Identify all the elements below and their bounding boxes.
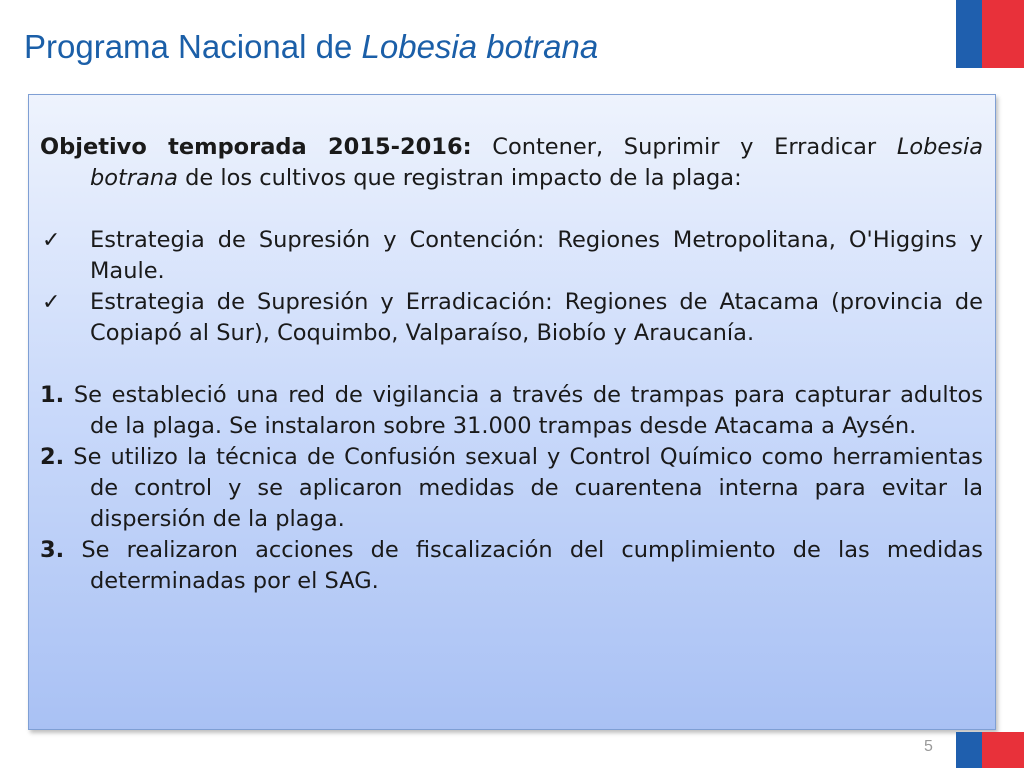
strategy-item bbox=[40, 225, 983, 287]
content-panel bbox=[28, 94, 996, 730]
objective-species: Lobesia botrana bbox=[90, 134, 984, 191]
item-text: Se estableció una red de vigilancia a través de trampas para capturar adultos de la plaga. Se instalaron sobre 31.000 trampas desde Atacama a Aysén. bbox=[64, 382, 983, 439]
flag-stripe-blue bbox=[956, 0, 982, 68]
strategy-text: Estrategia de Supresión y Erradicación: Regiones de Atacama (provincia de Copiapó al Sur), Coquimbo, Valparaíso, Biobío y Araucanía. bbox=[90, 289, 983, 346]
strategy-item bbox=[40, 287, 983, 349]
objective-paragraph bbox=[40, 132, 983, 194]
item-number: 2. bbox=[40, 444, 65, 470]
item-text: Se realizaron acciones de fiscalización del cumplimiento de las medidas determinadas por el SAG. bbox=[64, 537, 983, 594]
numbered-item bbox=[40, 380, 983, 442]
numbered-item bbox=[40, 442, 983, 535]
objective-text-1: Contener, Suprimir y Erradicar bbox=[471, 134, 897, 160]
flag-stripe-red bbox=[982, 0, 1024, 68]
objective-text-2: de los cultivos que registran impacto de la plaga: bbox=[177, 165, 742, 191]
flag-stripe-red-bottom bbox=[982, 732, 1024, 768]
title-prefix: Programa Nacional de bbox=[24, 28, 362, 65]
page-number: 5 bbox=[924, 738, 933, 755]
flag-stripe-blue-bottom bbox=[956, 732, 982, 768]
numbered-item bbox=[40, 535, 983, 597]
checkmark-icon: ✓ bbox=[42, 228, 61, 253]
item-text: Se utilizo la técnica de Confusión sexual y Control Químico como herramientas de control y se aplicaron medidas de cuarentena interna para evitar la dispersión de la plaga. bbox=[64, 444, 983, 532]
strategy-text: Estrategia de Supresión y Contención: Regiones Metropolitana, O'Higgins y Maule. bbox=[90, 227, 983, 284]
item-number: 3. bbox=[40, 537, 65, 563]
objective-label: Objetivo temporada 2015-2016: bbox=[40, 134, 472, 160]
title-species: Lobesia botrana bbox=[361, 28, 599, 65]
checkmark-icon: ✓ bbox=[42, 290, 61, 315]
item-number: 1. bbox=[40, 382, 65, 408]
slide-title bbox=[24, 28, 598, 66]
